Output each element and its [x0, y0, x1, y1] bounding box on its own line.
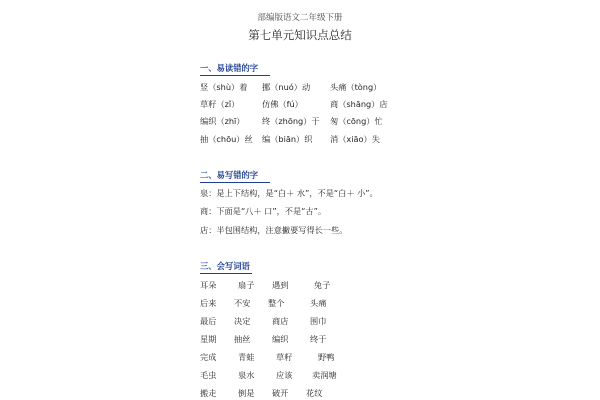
list-item: 消（xiāo）失 — [330, 134, 380, 144]
word: 倒是 — [238, 388, 255, 398]
section-heading-miswritten: 二、易写错的字 — [200, 170, 259, 180]
word: 最后 — [200, 316, 217, 326]
word: 草籽 — [276, 352, 293, 362]
section-underline — [200, 273, 252, 274]
section-underline — [200, 182, 270, 183]
word: 决定 — [234, 316, 251, 326]
list-item: 编织（zhī） — [200, 116, 245, 126]
word: 野鸭 — [318, 352, 335, 362]
section-heading-misread: 一、易读错的字 — [200, 63, 259, 73]
list-item: 终（zhōng）于 — [262, 116, 320, 126]
note-line: 店：半包围结构，注意撇要写得长一些。 — [200, 225, 348, 235]
section-heading-vocabulary: 三、会写词语 — [200, 261, 250, 271]
list-item: 挪（nuó）动 — [262, 82, 311, 92]
word: 整个 — [268, 298, 285, 308]
word: 围巾 — [310, 316, 327, 326]
note-line: 商：下面是“八＋ 口”，不是“古”。 — [200, 206, 327, 216]
word: 后来 — [200, 298, 217, 308]
word: 青蛙 — [238, 352, 255, 362]
word: 头痛 — [310, 298, 327, 308]
list-item: 头痛（tòng） — [330, 82, 382, 92]
list-item: 商（shāng）店 — [330, 99, 388, 109]
word: 完成 — [200, 352, 217, 362]
list-item: 仿佛（fú） — [262, 99, 303, 109]
word: 编织 — [272, 334, 289, 344]
document-header: 部编版语文二年级下册 — [257, 13, 343, 23]
list-item: 匆（cōng）忙 — [330, 116, 383, 126]
word: 应该 — [276, 370, 293, 380]
word: 搬走 — [200, 388, 217, 398]
word: 不安 — [234, 298, 251, 308]
word: 毛虫 — [200, 370, 217, 380]
page-title: 第七单元知识点总结 — [248, 28, 352, 42]
word: 耳朵 — [200, 280, 217, 290]
list-item: 编（biān）织 — [262, 134, 313, 144]
word: 卖润塘 — [312, 370, 337, 380]
word: 花纹 — [306, 388, 323, 398]
list-item: 草籽（zǐ） — [200, 99, 240, 109]
word: 破开 — [272, 388, 289, 398]
word: 遇到 — [272, 280, 289, 290]
note-line: 泉：是上下结构，是“白＋ 水”，不是“白＋ 小”。 — [200, 188, 378, 198]
list-item: 竖（shù）着 — [200, 82, 248, 92]
word: 扇子 — [238, 280, 255, 290]
word: 星期 — [200, 334, 217, 344]
word: 泉水 — [238, 370, 255, 380]
word: 终于 — [310, 334, 327, 344]
word: 抽丝 — [234, 334, 251, 344]
word: 兔子 — [314, 280, 331, 290]
section-underline — [200, 75, 270, 76]
word: 商店 — [272, 316, 289, 326]
list-item: 抽（chōu）丝 — [200, 134, 253, 144]
